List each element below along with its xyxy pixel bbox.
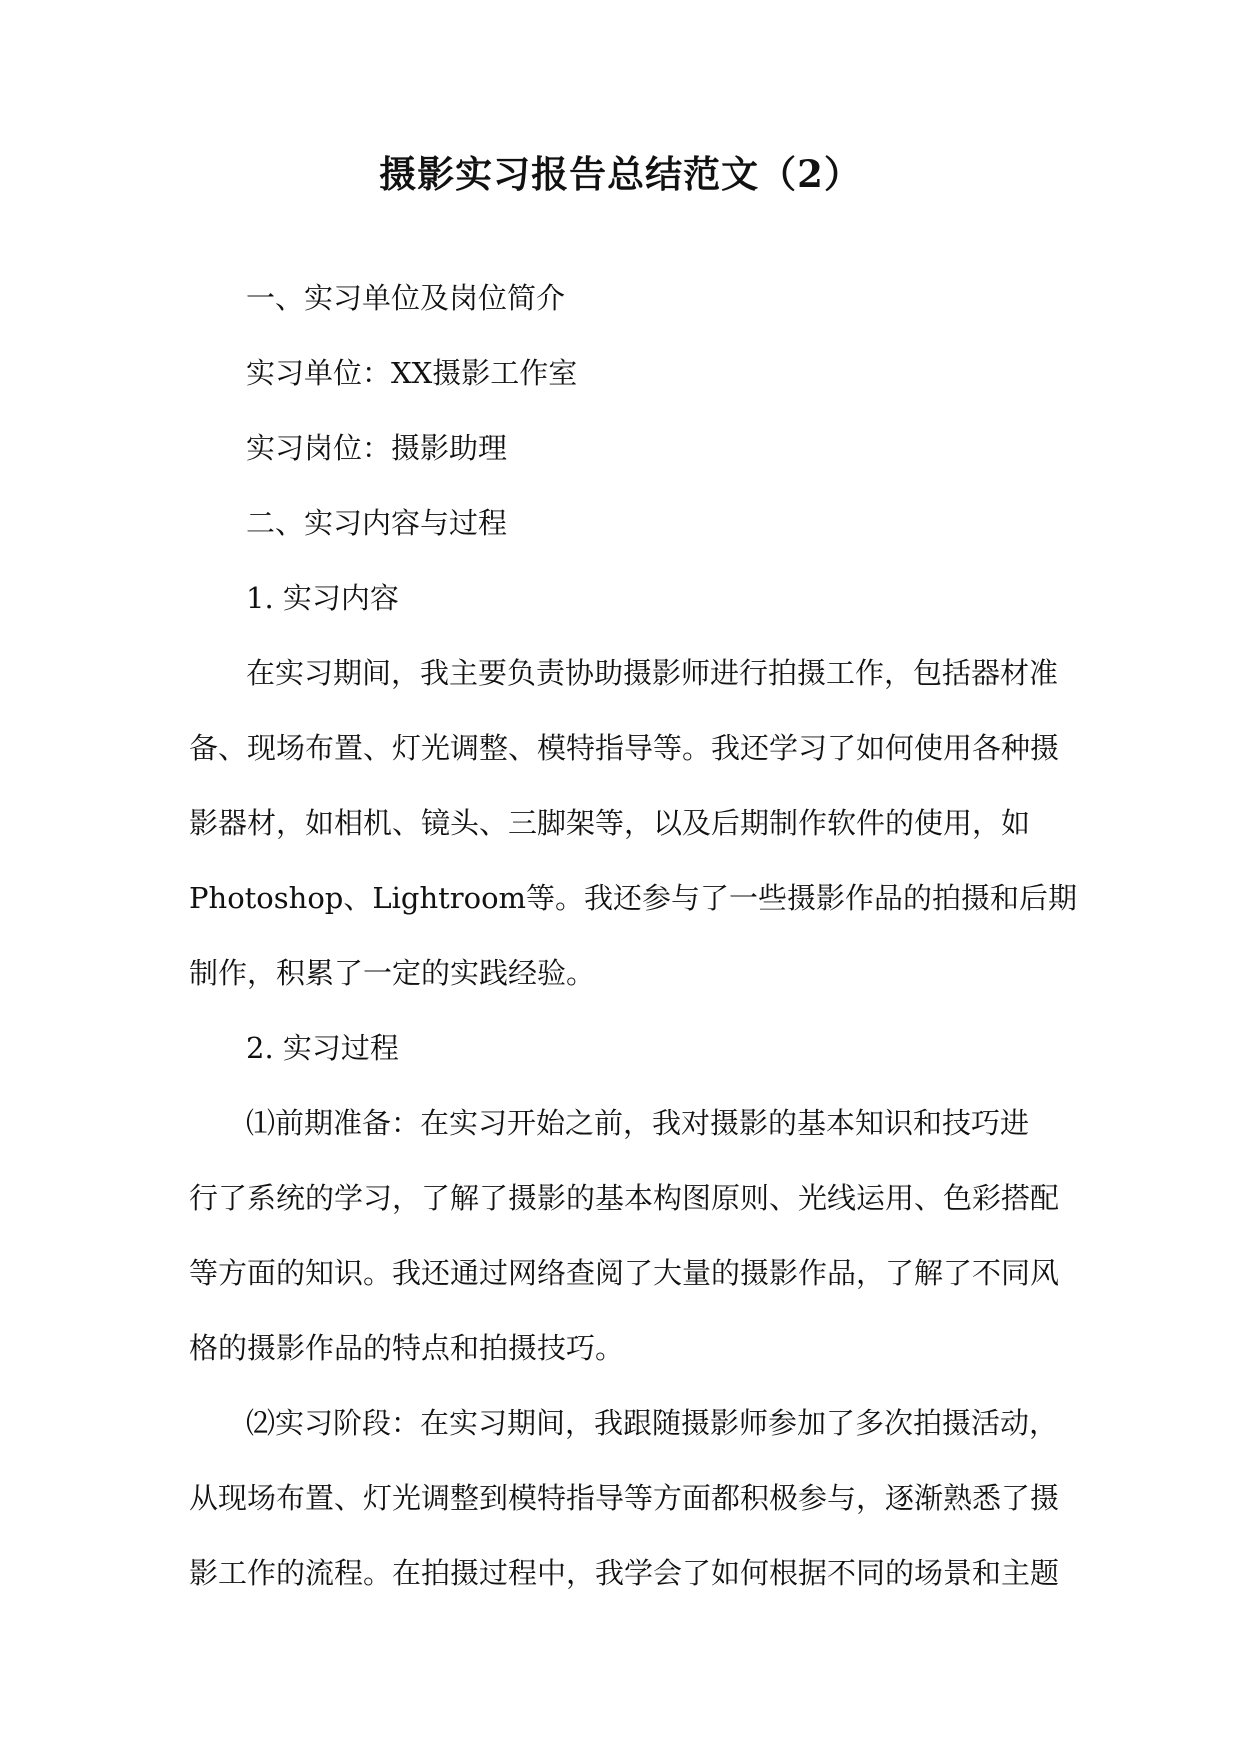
paragraph-line: 等方面的知识。我还通过网络查阅了大量的摄影作品，了解了不同风 bbox=[189, 1256, 1060, 1290]
paragraph-line: 影工作的流程。在拍摄过程中，我学会了如何根据不同的场景和主题 bbox=[189, 1556, 1060, 1590]
paragraph-line: ⑵实习阶段：在实习期间，我跟随摄影师参加了多次拍摄活动， bbox=[246, 1406, 1059, 1440]
text-line: 实习岗位：摄影助理 bbox=[246, 431, 508, 465]
document-title: 摄影实习报告总结范文（2） bbox=[379, 152, 862, 196]
subsection-heading: 1. 实习内容 bbox=[246, 581, 399, 615]
paragraph-line: Photoshop、Lightroom等。我还参与了一些摄影作品的拍摄和后期 bbox=[189, 881, 1078, 915]
subsection-heading: 2. 实习过程 bbox=[246, 1031, 399, 1065]
section-heading-2: 二、实习内容与过程 bbox=[246, 506, 508, 540]
paragraph-line: 在实习期间，我主要负责协助摄影师进行拍摄工作，包括器材准 bbox=[246, 656, 1059, 690]
section-heading-1: 一、实习单位及岗位简介 bbox=[246, 281, 566, 315]
paragraph-line: 影器材，如相机、镜头、三脚架等，以及后期制作软件的使用，如 bbox=[189, 806, 1031, 840]
paragraph-line: ⑴前期准备：在实习开始之前，我对摄影的基本知识和技巧进 bbox=[246, 1106, 1030, 1140]
paragraph-line: 备、现场布置、灯光调整、模特指导等。我还学习了如何使用各种摄 bbox=[189, 731, 1060, 765]
paragraph-line: 格的摄影作品的特点和拍摄技巧。 bbox=[189, 1331, 625, 1365]
text-line: 实习单位：XX摄影工作室 bbox=[246, 356, 578, 390]
paragraph-line: 从现场布置、灯光调整到模特指导等方面都积极参与，逐渐熟悉了摄 bbox=[189, 1481, 1060, 1515]
paragraph-line: 行了系统的学习，了解了摄影的基本构图原则、光线运用、色彩搭配 bbox=[189, 1181, 1060, 1215]
paragraph-line: 制作，积累了一定的实践经验。 bbox=[189, 956, 596, 990]
